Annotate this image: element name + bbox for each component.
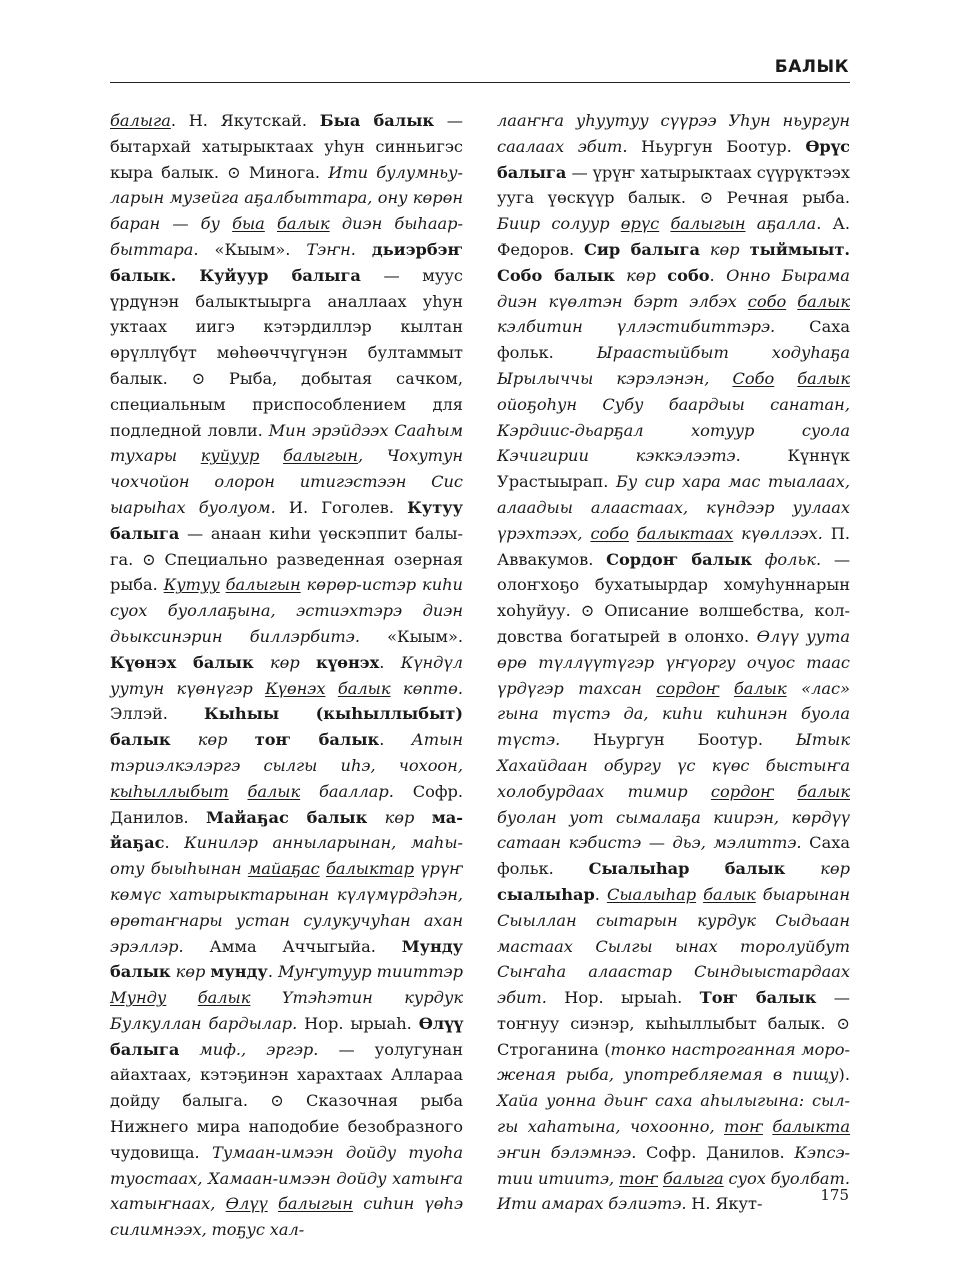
text-run: балыгын [225,575,301,595]
text-run: куйуур [200,446,260,466]
text-run: Эллэй. [110,704,204,724]
text-run: тонко настроганная мороженая рыба, употребляемая в пищу [497,1039,850,1085]
left-column [110,108,463,1243]
text-run: Өлүү уута өрө түллүүтүгэр үҥүоргу очуос таас үрдүгэр тахсан [497,626,850,698]
text-run: «Кыым». [198,239,307,259]
text-run: П. Аввакумов. [497,523,850,569]
text-run: көр [170,730,255,750]
text-run: Биир солуур [497,214,621,234]
text-run: балыктар [325,859,415,879]
text-run: эҥин бэлэмнээ. [497,1142,637,1162]
text-run: сордоҥ [656,678,720,698]
text-run: буолан уот сымалаҕа киирэн, көрдүү сатаан кэбистэ — дьэ, мэлиттэ. [497,807,850,853]
text-run: Ытык Хахайдаан обургу үс күөс быстыҥа холобурдаах тимир [497,730,850,801]
text-run: Күөнэх [265,678,326,698]
text-run: көр [699,239,750,259]
text-run: балык [276,214,330,234]
text-run: Тэҥн. [306,239,372,259]
text-run: Саха фольк. [497,833,850,879]
text-run: собо [667,265,710,285]
text-run: балыкта [772,1117,851,1137]
text-run: дьиэрбэҥ балык. Куйуур балыга [110,239,463,285]
text-run: Саха фольк. [497,317,850,363]
text-run: майаҕас [247,859,320,879]
text-run: «лас» гына түстэ да, киhи киhинэн буола түстэ. [497,678,850,750]
text-run: балык [247,781,301,801]
text-run [229,782,248,801]
text-run: майаҕас [110,807,463,853]
text-run: тыймыыт. Собо балык [497,239,851,285]
text-run: А. Федоров. [497,214,850,259]
text-run: Ньургун Боотур. [560,730,796,750]
text-run: балык [703,884,756,904]
text-run: бааллар. [300,781,394,801]
text-run: Күөнэх балык [110,652,254,672]
text-run: балык [733,678,787,698]
text-run: Тоҥ балык [699,988,817,1008]
text-run: , Чохутун чохчойон олорон итигэстээн Сис ыарыhах буолуом. [110,446,463,517]
text-run: Софр. Данилов. [636,1142,795,1162]
text-run: . [379,652,401,672]
text-run: балык [797,781,851,801]
text-run: Майаҕас балык [206,807,368,827]
text-run: лааҥҥа уhуутуу сүүрээ Уhун ньургун саалаах эбит. [497,111,850,156]
text-run: — олоҥхоҕо бухатыырдар хомуhуннарын хоhуйуу. ⊙ Описание волшебства, колдовства богатырей в олонхо. [497,549,851,646]
text-run: собо [747,291,787,311]
text-run [786,292,797,311]
text-run: сыалыhар [497,884,595,904]
text-run: Өлүү [225,1194,268,1214]
text-run: Мунду [110,988,167,1008]
text-run: быарынан Сыыллан сытарын курдук Сыдьаан мастаах Сылгы ынах торолуйбут Сыҥаhа алаастар Сындыыстардаах эбит. [497,884,850,1008]
text-run: . [267,962,278,982]
text-run: өрүс [620,214,660,234]
text-run: Софр. Данилов. [110,781,464,827]
text-run: кэлбитин үллэстибиттэрэ. [497,317,776,337]
text-run: — анаан киhи үөскэппит балыга. ⊙ Специально разведенная озерная рыба. [110,523,463,595]
right-column [497,108,850,1217]
text-run: Собо [732,368,775,388]
text-run: көрөр-истэр киhи суох буоллаҕына, эстиэхтэрэ диэн дьыксинэрин биллэрбитэ. [110,575,463,646]
text-run: Быа балык [319,111,435,130]
text-run: көр [253,652,317,672]
text-run: — муус үрдүнэн балыктыырга аналлаах уhун уктаах иигэ кэтэрдиллэр кылтан өрүллүбүт мөhөөччүгүнэн бултаммыт балык. ⊙ Рыба, добытая сачком, специальным приспособлением для подледной ловли. [110,265,463,440]
text-run: балыктаах [636,523,734,543]
page-number: 175 [820,1186,849,1204]
text-run: . [594,884,607,904]
text-run: Кыhыы (кыhыллыбыт) балык [110,704,463,750]
text-run: — уолугунан айахтаах, кэтэҕинэн харахтаах Аллараа дойду балыга. ⊙ Сказочная рыба Нижнего мира наподобие безобразного чудовища. [110,1039,463,1162]
text-run: кыhыллыбыт [110,781,229,801]
text-run: көр [785,859,850,879]
text-run: балыгын [282,446,359,466]
text-run [259,446,283,465]
text-run [166,988,197,1007]
text-run: көр [170,962,211,982]
text-run: Онно Бырама диэн күөлтэн бэрт элбэх [497,265,850,311]
text-run: Амма Аччыгыйа. [183,936,402,956]
text-run: Кутуу [163,575,220,595]
text-run: Ити булумньуларын музейга аҕалбыттара, ону көрөн баран — бу [110,162,463,234]
text-run: Күннүк Урастыырап. [497,446,850,492]
text-run [659,214,670,233]
text-run: ). [838,1065,850,1085]
text-run: аҕалла. [745,214,822,234]
text-run: . Н. Якутскай. [170,111,320,130]
text-run: суох буолбат. Ити амарах бэлиэтэ. [497,1168,851,1214]
text-run [325,679,337,698]
text-run: И. Гоголев. [275,497,408,517]
text-run [719,679,734,698]
text-run: Сир балыга [584,239,700,259]
text-run: күөнэх [316,652,380,672]
text-run: Н. Якут- [686,1194,763,1214]
text-run: — бытархай хатырыктаах уhун синньигэс кыра балык. ⊙ Минога. [110,111,463,182]
text-run: быа [232,214,265,234]
text-run: Кэпсэтии итиитэ, [497,1142,850,1188]
text-run [629,524,637,543]
text-run: Хайа уонна дьиҥ саха аhылыгына: сылгы хаhатына, чохоонно, [497,1091,850,1137]
text-run: — үрүҥ хатырыктаах сүүрүктээх ууга үөскүүр балык. ⊙ Речная рыба. [497,162,850,208]
text-run: Мин эрэйдээх Сааhым тухары [110,420,463,466]
running-header-title: БАЛЫК [774,57,849,77]
text-run: көптө. [390,678,463,698]
text-run: . [379,730,412,750]
text-run: Сыалыhар [606,884,697,904]
text-run: балык [337,678,391,698]
text-run: Бу сир хара мас тыалаах, алаадыы алаастаах, күндээр уулаах үрэхтээх, [497,472,850,543]
text-run: миф., эргэр. [179,1039,319,1059]
text-run: балык [197,988,251,1008]
text-run: Муҥутуур тииттэр [277,962,463,982]
text-run: тоҥ [619,1168,658,1188]
text-run: Өрүс балыга [497,136,850,182]
text-run: күөллээх. [733,523,823,543]
text-run: балык [797,368,850,388]
text-run: диэн быhаарбыттара. [110,214,464,259]
text-run [774,369,797,388]
text-run: сиhин үөhэ силимнээх, тоҕус хал- [110,1194,464,1240]
text-run: ойоҕоhун Субу баардыы санатан, Кэрдиис-дьарҕал хотуур суола Кэчигирии кэккэлээтэ. [497,394,850,466]
text-run: мунду [210,962,268,982]
text-run: көр [367,807,432,827]
text-run: сордоҥ [710,781,774,801]
text-run: балыгын [277,1194,354,1214]
text-run: Мунду балык [110,936,463,982]
text-run: Сордоҥ балык [606,549,753,569]
text-run: тоҥ [723,1117,763,1137]
text-run: — тоҥнуу сиэнэр, кыhыллыбыт балык. ⊙ Строганина ( [497,988,850,1059]
text-run: балыга [110,111,171,130]
text-run [774,782,797,801]
text-run: тоҥ балык [254,730,380,750]
text-run: Тумаан-имээн дойду туоhа туостаах, Хамаан-имээн дойду хатыҥа хатыҥнаах, [110,1142,463,1214]
text-run: балыга [662,1168,724,1188]
text-run: Атын тэриэлкэлэргэ сылгы иhэ, чохоон, [110,730,463,775]
text-run: «Кыым». [359,626,463,646]
text-run: Нор. ырыаh. [546,988,700,1008]
text-run: Өлүү балыга [110,1013,464,1059]
text-run: Күндүл уутун күөнүгэр [110,652,463,698]
text-run: Үтэhэтин курдук Булкуллан бардылар. [110,988,463,1033]
text-run: собо [590,523,629,543]
text-run: Кутуу балыга [110,497,464,543]
text-run [265,214,277,233]
text-run: . [709,265,727,285]
text-run: балыгын [670,214,746,234]
text-run [763,1117,772,1136]
header-rule [110,82,850,83]
text-run: балык [797,291,850,311]
text-run: Сыалыhар балык [588,859,786,879]
text-run: Ыраастыйбыт ходуhаҕа Ырылыччы кэрэлэнэн, [497,343,850,388]
text-run: Ньургун Боотур. [627,136,806,156]
text-run: . [164,833,185,853]
text-run: көр [614,265,668,285]
text-run: Кинилэр анныларынан, маhы-оту быыhынан [110,833,463,879]
text-run [268,1194,278,1213]
text-run: Нор. ырыаh. [297,1013,419,1033]
text-run: фольк. [752,549,822,569]
text-run: үрүҥ көмүс хатырыктарынан күлүмүрдэhэн, өрөтаҥнары устан сулукучуhан ахан эрэллэр. [110,859,463,956]
